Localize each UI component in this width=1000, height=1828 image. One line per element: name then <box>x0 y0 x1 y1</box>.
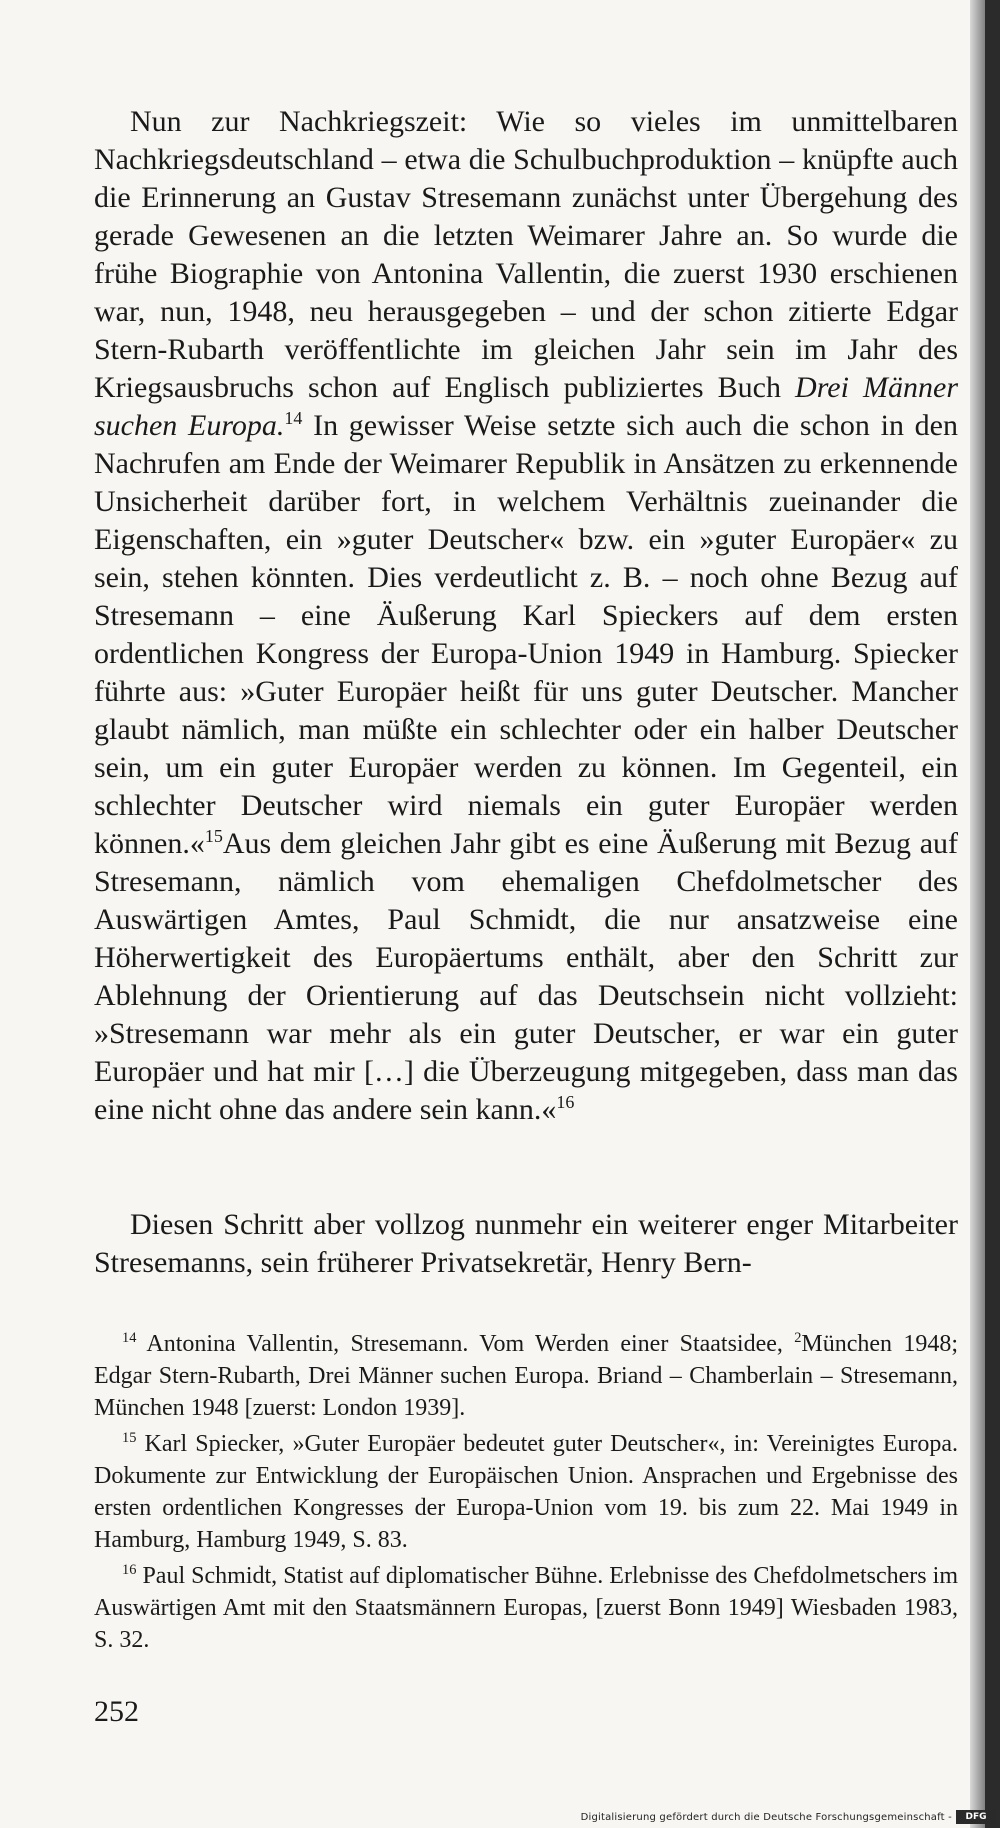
footnote-ref-14[interactable]: 14 <box>284 408 303 428</box>
footnote-16 <box>94 1560 958 1656</box>
footnote-14-text-a: Antonina Vallentin, Stresemann. Vom Werden einer Staatsidee, <box>146 1331 795 1357</box>
footnote-14-text-b: München 1948; Edgar Stern-Rubarth, Drei Männer suchen Europa. Briand – Chamberlain – Stresemann, München 1948 [zuerst: London 1939]. <box>94 1331 959 1421</box>
footnote-15-text: Karl Spiecker, »Guter Europäer bedeutet guter Deutscher«, in: Vereinigtes Europa. Dokumente zur Entwicklung der Europäischen Union. Ansprachen und Ergebnisse des ersten ordentlichen Kongresses der Europa-Union vom 19. bis zum 22. Mai 1949 in Hamburg, Hamburg 1949, S. 83. <box>94 1431 959 1553</box>
paragraph-1-text-c: Aus dem gleichen Jahr gibt es eine Äußerung mit Bezug auf Stresemann, nämlich vom ehemaligen Chefdolmetscher des Auswärtigen Amtes, Paul Schmidt, die nur ansatzweise eine Höherwertigkeit des Europäertums enthält, aber den Schritt zur Ablehnung der Orientierung auf das Deutschsein nicht vollzieht: »Stresemann war mehr als ein guter Deutscher, er war ein guter Europäer und hat mir […] die Überzeugung mitgegeben, dass man das eine nicht ohne das andere sein kann.« <box>94 827 958 1126</box>
footnote-14 <box>94 1328 958 1424</box>
digitization-credit: Digitalisierung gefördert durch die Deutsche Forschungsgemeinschaft - <box>580 1812 952 1823</box>
book-title-italic: Drei Männer suchen Europa. <box>94 371 958 442</box>
body-paragraph-2: Diesen Schritt aber vollzog nunmehr ein weiterer enger Mitarbeiter Stresemanns, sein früherer Privatsekretär, Henry Bern- <box>94 1208 958 1279</box>
page-number: 252 <box>94 1695 139 1728</box>
footnote-number-14: 14 <box>122 1330 137 1346</box>
footnotes <box>94 1328 958 1660</box>
body-paragraph-1 <box>94 103 958 1129</box>
footnote-15 <box>94 1428 958 1556</box>
footnote-number-15: 15 <box>122 1430 137 1446</box>
footnote-14-edition: 2 <box>794 1330 802 1346</box>
footnote-ref-16[interactable]: 16 <box>556 1092 575 1112</box>
paragraph-1-text-a: Nun zur Nachkriegszeit: Wie so vieles im unmittelbaren Nachkriegsdeutschland – etwa die Schulbuchproduktion – knüpfte auch die Erinnerung an Gustav Stresemann zunächst unter Übergehung des gerade Gewesenen an die letzten Weimarer Jahre an. So wurde die frühe Biographie von Antonina Vallentin, die zuerst 1930 erschienen war, nun, 1948, neu herausgegeben – und der schon zitierte Edgar Stern-Rubarth veröffentlichte im gleichen Jahr sein im Jahr des Kriegsausbruchs schon auf Englisch publiziertes Buch <box>94 105 958 404</box>
footnote-ref-15[interactable]: 15 <box>204 826 223 846</box>
dfg-logo-icon: DFG <box>956 1810 996 1824</box>
footnote-number-16: 16 <box>122 1562 137 1578</box>
paragraph-1-text-b: In gewisser Weise setzte sich auch die schon in den Nachrufen am Ende der Weimarer Republik in Ansätzen zu erkennende Unsicherheit darüber fort, in welchem Verhältnis zueinander die Eigenschaften, ein »guter Deutscher« bzw. ein »guter Europäer« zu sein, stehen könnten. Dies verdeutlicht z. B. – noch ohne Bezug auf Stresemann – eine Äußerung Karl Spieckers auf dem ersten ordentlichen Kongress der Europa-Union 1949 in Hamburg. Spiecker führte aus: »Guter Europäer heißt für uns guter Deutscher. Mancher glaubt nämlich, man müßte ein schlechter oder ein halber Deutscher sein, um ein guter Europäer werden zu können. Im Gegenteil, ein schlechter Deutscher wird niemals ein guter Europäer werden können.« <box>94 409 958 860</box>
footnote-16-text: Paul Schmidt, Statist auf diplomatischer Bühne. Erlebnisse des Chefdolmetschers im Auswärtigen Amt mit den Staatsmännern Europas, [zuerst Bonn 1949] Wiesbaden 1983, S. 32. <box>94 1563 959 1653</box>
page-edge-strip <box>985 0 1000 1828</box>
